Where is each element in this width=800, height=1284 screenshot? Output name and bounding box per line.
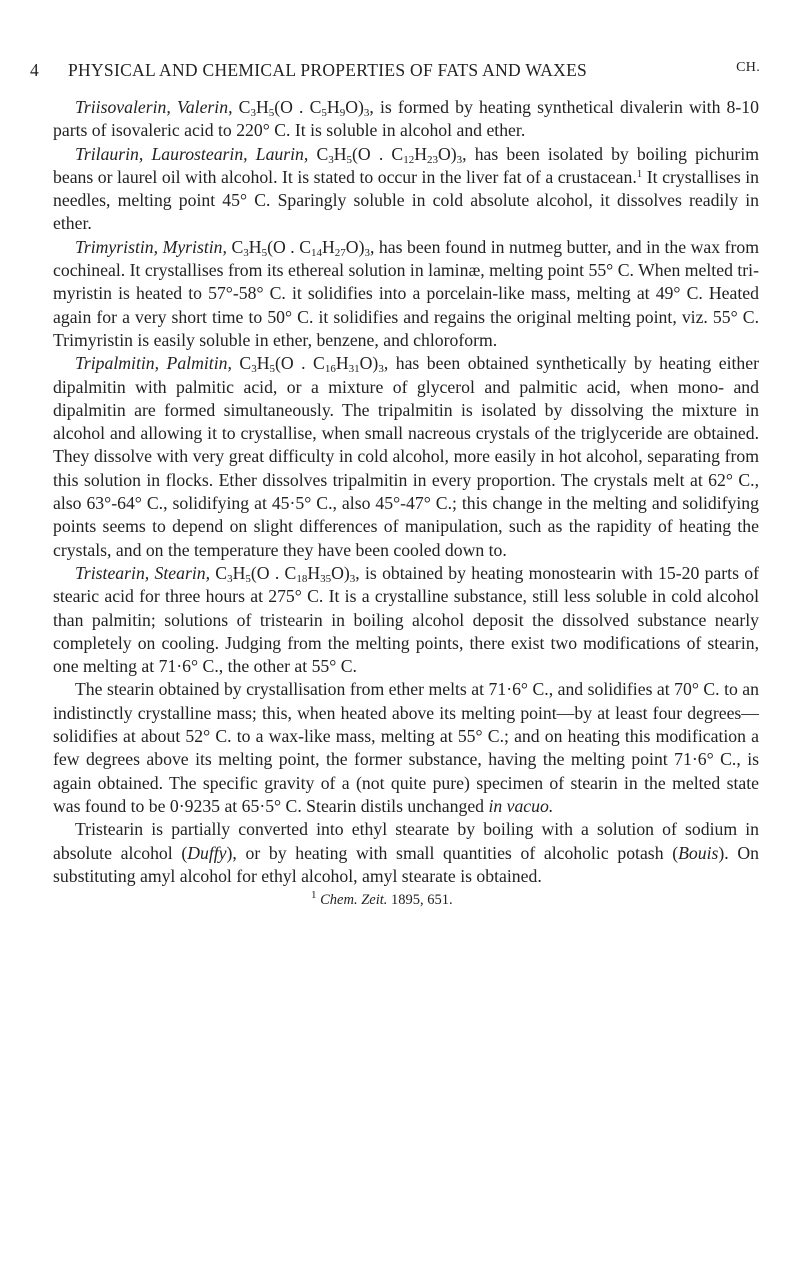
footnote-reference: 1895, 651. [387, 892, 453, 909]
text-run: H [414, 143, 427, 164]
running-title: PHYSICAL AND CHEMICAL PROPERTIES OF FATS AND WAXES [68, 60, 588, 80]
subscript-run: 5 [346, 153, 353, 166]
italic-run: Triisovalerin, Valerin, [75, 97, 233, 117]
text-run: C [231, 353, 252, 374]
text-run: ). On substituting amyl alcohol for ethyl alcohol, amyl stearate is obtained. [53, 842, 759, 886]
text-run: , has been obtained synthetically by heating either dipalmitin with palmitic acid, or a mixture of glycerol and palmitic acid, when mono- and dipalmitin are formed simultaneously. The tripalmitin is isolated by dissolving the mixture in alcohol and allowing it to crystallise, when small nacreous crystals of the triglyceride are obtained. They dissolve with very great difficulty in cold alcohol, more easily in hot alcohol, separating from this solution in flocks. Ether dissolves tripalmitin in every proportion. The crystals melt at 62° C., also 63°-64° C., solidifying at 45·5° C., also 45°-47° C.; this change in the melting and solidifying points seems to depend on slight differences of manipulation, such as the rapidity of heating the crystals, and on the temperature they have been cooled down to. [53, 353, 759, 560]
text-run: O) [331, 562, 350, 583]
subscript-run: 5 [269, 363, 275, 376]
italic-run: Trilaurin, Laurostearin, Laurin, [75, 143, 309, 164]
text-run: H [333, 143, 347, 164]
text-run: (O . C [267, 236, 312, 257]
text-run: Tristearin is partially converted into ethyl stearate by boiling with a solution of sodium in absolute alcohol ( [53, 819, 759, 863]
subscript-run: 3 [349, 572, 356, 585]
paragraph-ethyl-stearate [53, 818, 759, 888]
text-run: H [255, 97, 269, 117]
subscript-run: 3 [328, 153, 334, 166]
paragraph-trilaurin [53, 143, 759, 236]
subscript-run: 23 [426, 153, 438, 166]
italic-run: Tripalmitin, Palmitin, [75, 353, 232, 374]
subscript-run: 27 [334, 246, 346, 259]
footnote-marker: 1 [311, 889, 317, 902]
footnote [53, 889, 759, 912]
text-run: , has been isolated by boiling pichurim beans or laurel oil with alcohol. It is stated to occur in the liver fat of a crustacean. [53, 143, 759, 187]
italic-run: Tristearin, Stearin, [75, 562, 211, 583]
subscript-run: 9 [339, 107, 346, 119]
text-run: The stearin obtained by crystallisation from ether melts at 71·6° C., and solidifies at 70° C. to an indistinctly crystalline mass; this, when heated above its melting point—by at least four degrees—solidifies at about 52° C. to a wax-like mass, melting at 55° C.; and on heating this modification a few degrees above its melting point, the former substance, having the melting point 71·6° C., is again obtained. The specific gravity of a (not quite pure) specimen of stearin in the melted state was found to be 0·9235 at 65·5° C. Stearin distils unchanged [53, 679, 759, 816]
subscript-run: 14 [311, 246, 323, 259]
text-run: H [256, 353, 270, 374]
text-run: H [326, 97, 340, 117]
italic-run: Bouis [678, 842, 719, 863]
italic-run: Trimyristin, Myristin, [75, 236, 227, 257]
text-run: O) [437, 143, 457, 164]
body-text [53, 96, 759, 912]
text-run: , is obtained by heating monostearin with 15-20 parts of stearic acid for three hours at 275° C. It is a crystalline substance, still less soluble in cold alcohol than palmitin; solutions of tristearin in boiling alcohol deposit the dissolved substance nearly completely on cooling. Judging from the melting points, there exist two modifications of stearin, one melting at 71·6° C., the other at 55° C. [53, 562, 759, 677]
text-run: (O . C [274, 353, 325, 374]
text-run: H [307, 562, 321, 583]
text-run: C [226, 236, 244, 257]
paragraph-trimyristin [53, 236, 759, 352]
text-run: O) [345, 97, 364, 117]
text-run: H [232, 562, 246, 583]
subscript-run: 35 [320, 572, 332, 585]
text-run: O) [359, 353, 379, 374]
text-run: (O . C [352, 143, 404, 164]
text-run: , has been found in nutmeg butter, and in the wax from cochineal. It crystallises from its ethereal solution in laminæ, melting point 55° C. When melted trimyristin is heated to 57°-58° C. it solidifies into a porcelain-like mass, melting at 49° C. Heated again for a very short time to 50° C. it solidifies and regains the original melting point, viz. 55° C. Trimyristin is easily soluble in ether, benzene, and chloroform. [53, 236, 759, 350]
running-header [30, 60, 760, 86]
footnote-source: Chem. Zeit. [320, 892, 388, 909]
text-run: C [232, 97, 251, 117]
subscript-run: 18 [296, 572, 308, 585]
subscript-run: 3 [378, 363, 384, 376]
text-run: C [210, 562, 228, 583]
subscript-run: 3 [243, 246, 249, 259]
subscript-run: 5 [245, 572, 251, 585]
text-run: (O . C [250, 562, 297, 583]
text-run: ), or by heating with small quantities of alcoholic potash ( [226, 842, 679, 863]
subscript-run: 3 [364, 246, 370, 259]
text-run: H [248, 236, 262, 257]
text-run: H [322, 236, 335, 257]
subscript-run: 5 [268, 107, 275, 119]
subscript-run: 3 [227, 572, 233, 585]
paragraph-tristearin [53, 562, 759, 678]
footnote-ref: 1 [636, 167, 643, 180]
italic-run: Duffy [187, 842, 227, 863]
text-run: C [308, 143, 329, 164]
paragraph-triisovalerin [53, 96, 759, 143]
paragraph-stearin-crystallisation [53, 678, 759, 818]
paragraph-tripalmitin [53, 352, 759, 562]
text-run: , is formed by heating synthetical divalerin with 8-10 parts of isovaleric acid to 220° C. It is soluble in alcohol and ether. [53, 97, 759, 141]
subscript-run: 5 [321, 107, 327, 119]
subscript-run: 5 [261, 246, 268, 259]
subscript-run: 3 [250, 107, 256, 119]
page-number: 4 [30, 60, 40, 80]
text-run: O) [345, 236, 365, 257]
subscript-run: 31 [348, 363, 360, 376]
italic-run: in vacuo. [488, 795, 554, 816]
subscript-run: 3 [251, 363, 257, 376]
subscript-run: 12 [403, 153, 415, 166]
text-run: It crystallises in needles, melting point 45° C. Sparingly soluble in cold absolute alcohol, it dissolves readily in ether. [53, 166, 759, 234]
subscript-run: 3 [456, 153, 463, 166]
chapter-abbrev: CH. [736, 60, 760, 75]
text-run: H [335, 353, 349, 374]
subscript-run: 3 [363, 107, 370, 119]
subscript-run: 16 [324, 363, 336, 376]
text-run: (O . C [274, 97, 322, 117]
